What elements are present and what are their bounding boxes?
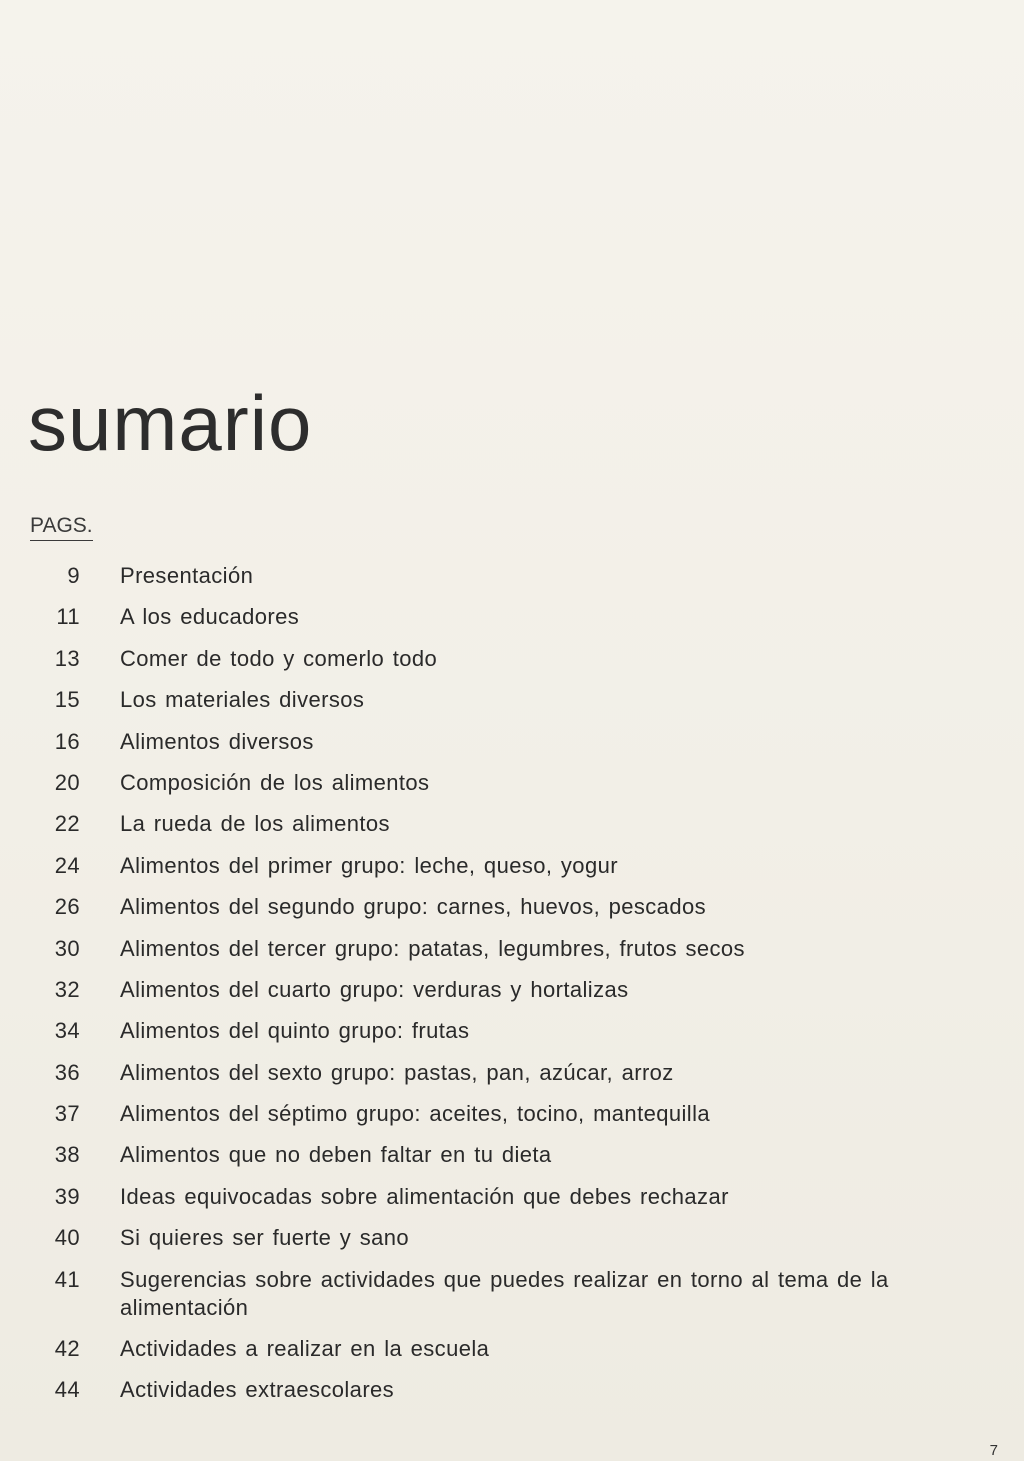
toc-entry [0, 1183, 1024, 1211]
toc-entry [0, 1100, 1024, 1128]
toc-entry-title: Alimentos diversos [120, 728, 314, 754]
toc-entry [0, 562, 1024, 590]
toc-entry-title: A los educadores [120, 604, 300, 630]
toc-entry [0, 935, 1024, 963]
toc-entry [0, 686, 1024, 714]
toc-entry-title: Sugerencias sobre actividades que puedes realizar en torno al tema de la alimentación [120, 1266, 889, 1320]
toc-entry [0, 645, 1024, 673]
toc-page-number: 41 [54, 1266, 80, 1292]
page-folio-number: 7 [989, 1442, 998, 1459]
toc-entry-title: Alimentos del cuarto grupo: verduras y hortalizas [120, 976, 629, 1002]
toc-page-number: 22 [54, 811, 80, 837]
toc-page-number: 15 [54, 687, 80, 713]
toc-entry [0, 1059, 1024, 1087]
toc-page-number: 9 [67, 563, 80, 588]
toc-entry-title: Actividades extraescolares [120, 1377, 395, 1403]
toc-entry [0, 893, 1024, 921]
toc-entry-title: Alimentos que no deben faltar en tu dieta [120, 1142, 552, 1168]
toc-entry [0, 1141, 1024, 1169]
toc-entry [0, 1266, 1024, 1322]
toc-entry [0, 728, 1024, 756]
toc-page-number: 44 [54, 1377, 80, 1403]
toc-entry-title: Alimentos del tercer grupo: patatas, legumbres, frutos secos [120, 935, 745, 961]
toc-page-number: 30 [54, 935, 80, 961]
toc-page-number: 38 [54, 1142, 80, 1168]
toc-entry-title: Alimentos del primer grupo: leche, queso, yogur [120, 852, 618, 878]
toc-entry-title: Ideas equivocadas sobre alimentación que debes rechazar [120, 1183, 729, 1209]
toc-page-number: 32 [54, 976, 80, 1002]
toc-entry [0, 1335, 1024, 1363]
toc-entry-title: La rueda de los alimentos [120, 811, 390, 837]
toc-entry-title: Los materiales diversos [120, 687, 365, 713]
toc-page-number: 24 [54, 852, 80, 878]
toc-entry-title: Actividades a realizar en la escuela [120, 1336, 490, 1362]
toc-page-number: 42 [54, 1336, 80, 1362]
toc-page-number: 20 [54, 769, 80, 795]
toc-page-number: 13 [54, 645, 80, 671]
toc-entry-title: Presentación [120, 563, 254, 588]
toc-entry-title: Composición de los alimentos [120, 769, 430, 795]
toc-page-number: 34 [54, 1018, 80, 1044]
toc-page-number: 16 [54, 728, 80, 754]
toc-entry [0, 810, 1024, 838]
toc-entry-title: Alimentos del quinto grupo: frutas [120, 1018, 470, 1044]
toc-entry [0, 852, 1024, 880]
toc-page-number: 39 [54, 1183, 80, 1209]
toc-page-number: 40 [54, 1225, 80, 1251]
toc-entry [0, 1376, 1024, 1404]
toc-entry-title: Si quieres ser fuerte y sano [120, 1225, 410, 1251]
toc-entry-title: Alimentos del segundo grupo: carnes, huevos, pescados [120, 894, 706, 920]
toc-entry [0, 976, 1024, 1004]
pages-column-label: PAGS. [30, 514, 93, 541]
toc-entry [0, 1224, 1024, 1252]
toc-page-number: 37 [54, 1101, 80, 1127]
toc-entry [0, 1017, 1024, 1045]
toc-page-number: 11 [56, 604, 80, 630]
page-title: sumario [28, 379, 313, 467]
toc-entry [0, 603, 1024, 631]
toc-entry-title: Alimentos del sexto grupo: pastas, pan, azúcar, arroz [120, 1059, 674, 1085]
toc-page-number: 36 [54, 1059, 80, 1085]
table-of-contents [0, 562, 1024, 1418]
toc-entry-title: Alimentos del séptimo grupo: aceites, tocino, mantequilla [120, 1101, 710, 1127]
toc-entry [0, 769, 1024, 797]
toc-page-number: 26 [54, 894, 80, 920]
toc-entry-title: Comer de todo y comerlo todo [120, 645, 438, 671]
